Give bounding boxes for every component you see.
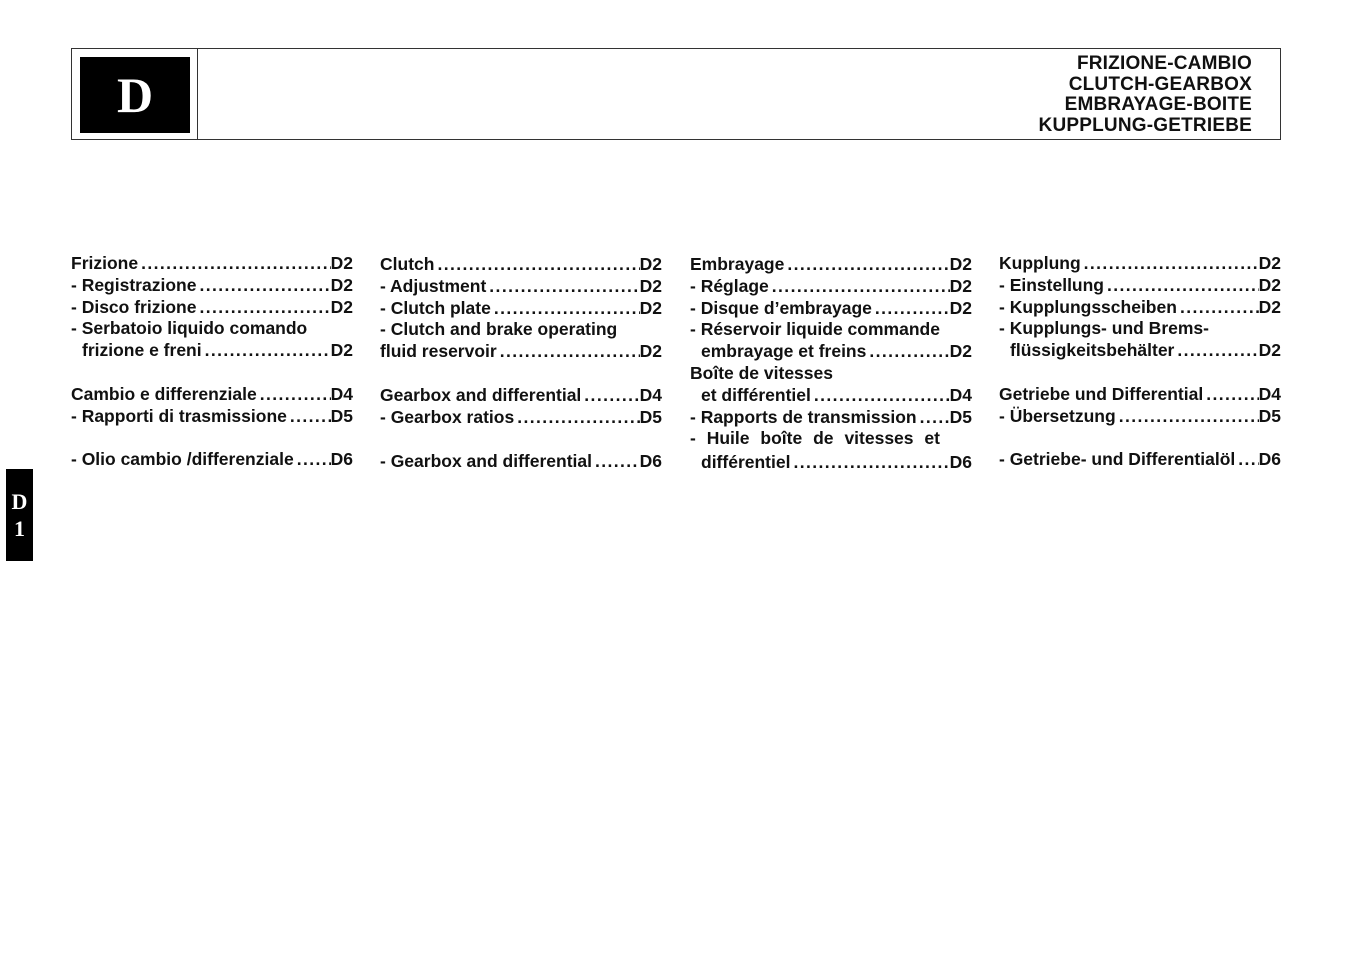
page-ref: D5	[639, 406, 662, 427]
toc-entry[interactable]: - Kupplungsscheiben ..... D2	[999, 297, 1281, 319]
toc-entry[interactable]: flüssigkeitsbehälter ..... D2	[999, 340, 1281, 362]
toc-entry[interactable]: Frizione ..... D2	[71, 253, 353, 275]
page-ref: D6	[639, 451, 662, 472]
toc-entry[interactable]: Clutch ..... D2	[380, 254, 662, 276]
page-ref: D2	[639, 297, 662, 318]
page-ref: D2	[639, 341, 662, 362]
page-ref: D2	[330, 296, 353, 317]
toc-entry[interactable]: - Olio cambio /differenziale ..... D6	[71, 449, 353, 471]
page-ref: D6	[330, 449, 353, 470]
toc-entry[interactable]: Gearbox and differential ..... D4	[380, 385, 662, 407]
chapter-header	[71, 48, 1281, 140]
side-tab-number: 1	[14, 516, 25, 541]
page-ref: D2	[330, 340, 353, 361]
toc-italian	[71, 253, 353, 471]
page-ref: D2	[1258, 340, 1281, 361]
page-side-tab	[6, 469, 33, 561]
page-ref: D6	[1258, 449, 1281, 470]
title-german: KUPPLUNG-GETRIEBE	[1038, 114, 1252, 136]
toc-entry[interactable]: Getriebe und Differential ..... D4	[999, 384, 1281, 406]
page-ref: D5	[1258, 405, 1281, 426]
side-tab-letter: D	[11, 489, 28, 514]
title-english: CLUTCH-GEARBOX	[1068, 73, 1252, 95]
page-ref: D2	[639, 254, 662, 274]
page-ref: D2	[949, 341, 972, 362]
toc-entry-line: - Réservoir liquide commande	[690, 319, 940, 340]
toc-entry[interactable]: - Übersetzung ..... D5	[999, 406, 1281, 428]
title-italian: FRIZIONE-CAMBIO	[1076, 53, 1252, 74]
chapter-titles	[1039, 54, 1252, 136]
toc-entry[interactable]: frizione e freni ..... D2	[71, 340, 353, 362]
page-ref: D4	[330, 383, 353, 404]
toc-entry[interactable]: - Disco frizione ..... D2	[71, 297, 353, 319]
page-ref: D2	[949, 254, 972, 274]
page-ref: D2	[639, 275, 662, 296]
page-ref: D2	[949, 297, 972, 318]
page-ref: D2	[1258, 274, 1281, 295]
page-ref: D4	[1258, 383, 1281, 404]
toc-entry[interactable]: - Rapports de transmission ..... D5	[690, 407, 972, 429]
title-french: EMBRAYAGE-BOITE	[1064, 94, 1252, 115]
toc-entry[interactable]: Kupplung ..... D2	[999, 253, 1281, 275]
toc-entry[interactable]: - Gearbox and differential ..... D6	[380, 451, 662, 473]
toc-entry[interactable]: - Réglage ..... D2	[690, 276, 972, 298]
page-ref: D2	[330, 253, 353, 273]
page-ref: D2	[1258, 296, 1281, 317]
section-letter-cell	[72, 49, 198, 139]
toc-entry-line: Boîte de vitesses	[690, 362, 833, 383]
toc-entry[interactable]: - Registrazione ..... D2	[71, 275, 353, 297]
toc-entry[interactable]: embrayage et freins ..... D2	[690, 341, 972, 363]
toc-entry[interactable]: - Disque d’embrayage ..... D2	[690, 298, 972, 320]
toc-german	[999, 253, 1281, 471]
toc-entry[interactable]: - Clutch plate ..... D2	[380, 298, 662, 320]
toc-entry[interactable]: et différentiel ..... D4	[690, 385, 972, 407]
toc-entry[interactable]: - Einstellung ..... D2	[999, 275, 1281, 297]
toc-entry[interactable]: Embrayage ..... D2	[690, 254, 972, 276]
toc-entry[interactable]: Cambio e differenziale ..... D4	[71, 384, 353, 406]
page-ref: D2	[1258, 253, 1281, 273]
page-ref: D2	[949, 275, 972, 296]
page-ref: D6	[949, 452, 972, 473]
toc-entry-line: - Kupplungs- und Brems-	[999, 318, 1209, 339]
page-ref: D2	[330, 274, 353, 295]
page-ref: D5	[949, 406, 972, 427]
toc-english	[380, 254, 662, 473]
page-ref: D5	[330, 405, 353, 426]
toc-entry[interactable]: - Adjustment ..... D2	[380, 276, 662, 298]
page-ref: D4	[639, 384, 662, 405]
toc-entry[interactable]: fluid reservoir ..... D2	[380, 341, 662, 363]
toc-entry-line: - Serbatoio liquido comando	[71, 318, 308, 339]
toc-entry[interactable]: différentiel ..... D6	[690, 452, 972, 474]
toc-entry[interactable]: - Rapporti di trasmissione ..... D5	[71, 406, 353, 428]
toc-french	[690, 254, 972, 474]
toc-entry[interactable]: - Getriebe- und Differentialöl ..... D6	[999, 449, 1281, 471]
toc-entry-line: - Clutch and brake operating	[380, 319, 618, 340]
toc-entry-line: - Huile boîte de vitesses et	[690, 428, 940, 449]
section-letter: D	[80, 57, 190, 133]
page-ref: D4	[949, 384, 972, 405]
toc-entry[interactable]: - Gearbox ratios ..... D5	[380, 407, 662, 429]
